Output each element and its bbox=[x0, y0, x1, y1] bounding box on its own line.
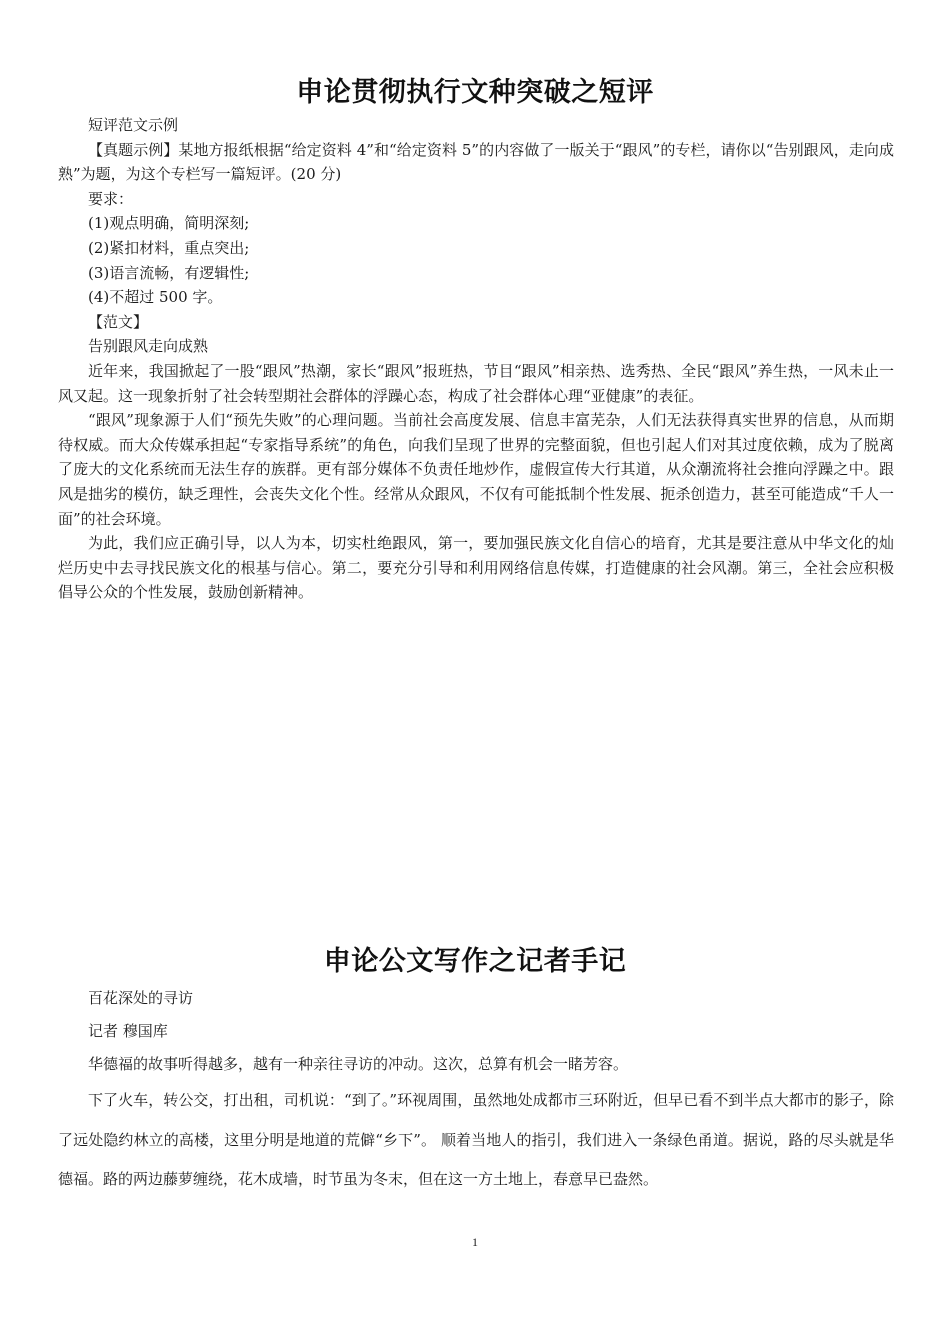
essay-paragraph: “跟风”现象源于人们“预先失败”的心理问题。当前社会高度发展、信息丰富芜杂，人们无法获得真实世界的信息，从而期待权威。而大众传媒承担起“专家指导系统”的角色，向我们呈现了世界的完整面貌，但也引起人们对其过度依赖，成为了脱离了庞大的文化系统而无法生存的族群。更有部分媒体不负责任地炒作，虚假宣传大行其道，从众潮流将社会推向浮躁之中。跟风是拙劣的模仿，缺乏理性，会丧失文化个性。经常从众跟风，不仅有可能抵制个性发展、扼杀创造力，甚至可能造成“千人一面”的社会环境。 bbox=[58, 411, 894, 528]
page-number: 1 bbox=[472, 1235, 478, 1249]
section1-subtitle: 短评范文示例 bbox=[88, 116, 179, 134]
sample-label: 【范文】 bbox=[88, 312, 149, 331]
section2-title: 申论公文写作之记者手记 bbox=[323, 946, 627, 977]
essay-paragraph: 近年来，我国掀起了一股“跟风”热潮，家长“跟风”报班热，节目“跟风”相亲热、选秀热、全民“跟风”养生热，一风未止一风又起。这一现象折射了社会转型期社会群体的浮躁心态，构成了社会群体心理“亚健康”的表征。 bbox=[58, 361, 894, 405]
requirement-item: (2)紧扣材料，重点突出; bbox=[88, 238, 250, 257]
section1-body bbox=[58, 113, 894, 605]
article-title: 百花深处的寻访 bbox=[88, 989, 194, 1007]
requirement-item: (1)观点明确，简明深刻; bbox=[88, 214, 250, 233]
byline: 记者 穆国库 bbox=[88, 1022, 168, 1040]
essay-paragraph: 为此，我们应正确引导，以人为本，切实杜绝跟风，第一，要加强民族文化自信心的培育，尤其是要注意从中华文化的灿烂历史中去寻找民族文化的根基与信心。第二，要充分引导和利用网络信息传媒，打造健康的社会风潮。第三，全社会应积极倡导公众的个性发展，鼓励创新精神。 bbox=[58, 534, 894, 602]
exam-question: 【真题示例】某地方报纸根据“给定资料 4”和“给定资料 5”的内容做了一版关于“跟风”的专栏，请你以“告别跟风，走向成熟”为题，为这个专栏写一篇短评。(20 分) bbox=[58, 140, 894, 184]
section2-body bbox=[58, 982, 894, 1200]
article-paragraph: 华德福的故事听得越多，越有一种亲往寻访的冲动。这次，总算有机会一睹芳容。 bbox=[88, 1055, 629, 1073]
section1-title: 申论贯彻执行文种突破之短评 bbox=[296, 77, 654, 108]
article-paragraph: 下了火车，转公交，打出租，司机说：“到了。”环视周围，虽然地处成都市三环附近，但早已看不到半点大都市的影子，除了远处隐约林立的高楼，这里分明是地道的荒僻“乡下”。 顺着当地人的指引，我们进入一条绿色甬道。据说，路的尽头就是华德福。路的两边藤萝缠绕，花木成墙，时节虽为冬末，但在这一方土地上，春意早已盎然。 bbox=[58, 1091, 894, 1188]
requirement-item: (3)语言流畅，有逻辑性; bbox=[88, 263, 250, 282]
essay-title: 告别跟风走向成熟 bbox=[88, 337, 209, 356]
requirement-item: (4)不超过 500 字。 bbox=[88, 288, 223, 307]
requirements-label: 要求： bbox=[88, 189, 134, 208]
